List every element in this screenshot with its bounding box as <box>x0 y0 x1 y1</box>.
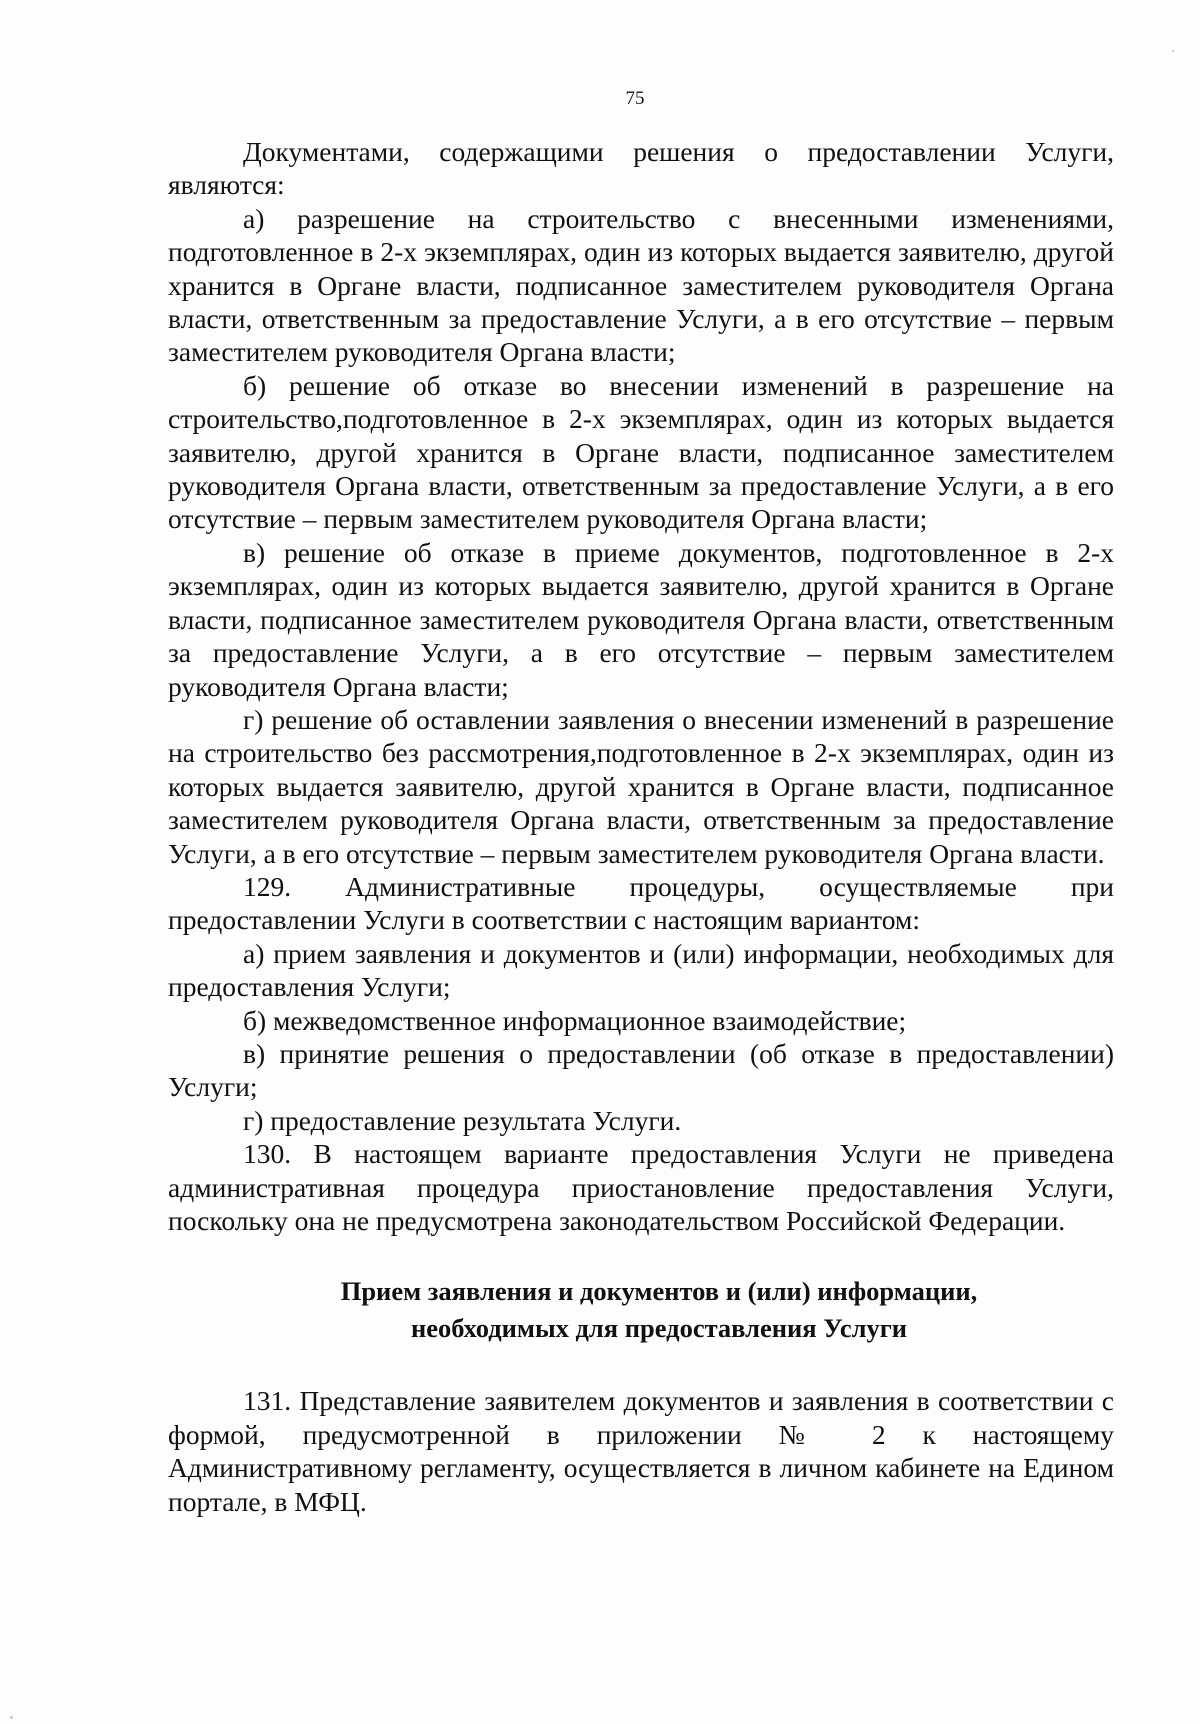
paragraph-130: 130. В настоящем варианте предоставления Услуги не приведена административная процедура приостановление предоставления Услуги, поскольку она не предусмотрена законодательством Российской Федерации. <box>168 1138 1114 1236</box>
paragraph-intro: Документами, содержащими решения о предоставлении Услуги, являются: <box>168 136 1114 201</box>
paragraph-129-a: а) прием заявления и документов и (или) информации, необходимых для предоставления Услуги; <box>168 937 1114 1003</box>
section-heading <box>168 1273 1114 1347</box>
document-body <box>168 135 1114 1518</box>
paragraph-131: 131. Представление заявителем документов и заявления в соответствии с формой, предусмотренной в приложении № 2 к настоящему Административному регламенту, осуществляется в личном кабинете на Едином портале, в МФЦ. <box>168 1385 1114 1517</box>
paragraph-129-v: в) принятие решения о предоставлении (об отказе в предоставлении) Услуги; <box>168 1037 1114 1103</box>
paragraph-item-v-refusal-documents: в) решение об отказе в приеме документов, подготовленное в 2-х экземплярах, один из которых выдается заявителю, другой хранится в Органе власти, подписанное заместителем руководителя Органа власти, ответственным за предоставление Услуги, а в его отсутствие – первым заместителем руководителя Органа власти; <box>168 536 1114 702</box>
scan-artifact <box>10 1716 13 1719</box>
paragraph-129-g: г) предоставление результата Услуги. <box>243 1104 682 1136</box>
paragraph-item-b-refusal-changes: б) решение об отказе во внесении изменений в разрешение на строительство,подготовленное в 2-х экземплярах, один из которых выдается заявителю, другой хранится в Органе власти, подписанное заместителем руководителя Органа власти, ответственным за предоставление Услуги, а в его отсутствие – первым заместителем руководителя Органа власти; <box>168 369 1114 535</box>
paragraph-129-b: б) межведомственное информационное взаимодействие; <box>243 1004 907 1036</box>
paragraph-item-g-no-review: г) решение об оставлении заявления о внесении изменений в разрешение на строительство без рассмотрения,подготовленное в 2-х экземплярах, один из которых выдается заявителю, другой хранится в Органе власти, подписанное заместителем руководителя Органа власти, ответственным за предоставление Услуги, а в его отсутствие – первым заместителем руководителя Органа власти. <box>168 703 1114 869</box>
paragraph-item-a-permit: а) разрешение на строительство с внесенными изменениями, подготовленное в 2-х экземплярах, один из которых выдается заявителю, другой хранится в Органе власти, подписанное заместителем руководителя Органа власти, ответственным за предоставление Услуги, а в его отсутствие – первым заместителем руководителя Органа власти; <box>168 202 1114 368</box>
section-heading-line-1: Прием заявления и документов и (или) информации, <box>340 1276 978 1307</box>
paragraph-129: 129. Административные процедуры, осуществляемые при предоставлении Услуги в соответствии с настоящим вариантом: <box>168 870 1114 936</box>
page-number: 75 <box>625 88 645 109</box>
scan-artifact <box>1172 50 1174 52</box>
section-heading-line-2: необходимых для предоставления Услуги <box>410 1313 908 1344</box>
